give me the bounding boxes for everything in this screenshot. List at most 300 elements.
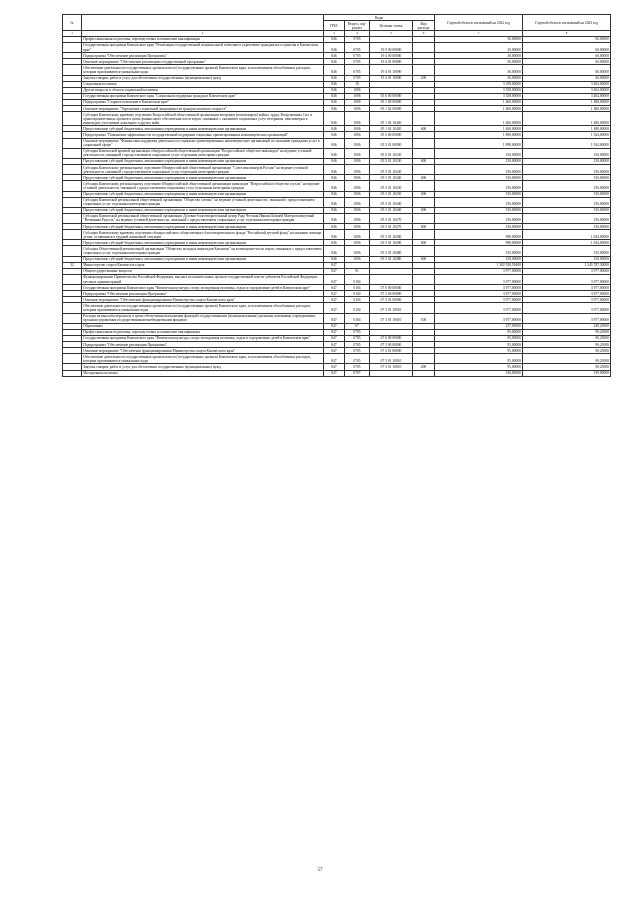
row-vr: 600 bbox=[413, 126, 435, 132]
row-grbs: 846 bbox=[324, 126, 345, 132]
row-grbs: 846 bbox=[324, 148, 345, 158]
row-razdel: 1006 bbox=[345, 197, 370, 207]
row-number bbox=[63, 181, 82, 191]
column-index-cell: 4 bbox=[345, 31, 370, 37]
row-grbs: 846 bbox=[324, 106, 345, 112]
row-csr: 07 3 01 10010 bbox=[370, 364, 413, 370]
row-csr: 05 1 02 00000 bbox=[370, 106, 413, 112]
row-amount-2022: 30,00000 bbox=[435, 53, 523, 59]
row-csr: 07 0 00 00000 bbox=[370, 285, 413, 291]
row-amount-2023: 1 024,00000 bbox=[523, 240, 611, 246]
row-name: Субсидия Камчатскому краевому отделению Всероссийской общественной организации ветеранов (пенсионеров) войны, труда, Вооруженных Сил и правоохранительных органов в целях финансового обеспечения части затрат, связанных с оказанием социальных услуг ветеранам, пенсионерам и инвалидам, участникам локальных и других войн bbox=[82, 112, 324, 126]
row-amount-2022: 30,00000 bbox=[435, 59, 523, 65]
row-name: Образование bbox=[82, 323, 324, 329]
row-amount-2023: 150,00000 bbox=[523, 191, 611, 197]
row-amount-2022: 150,00000 bbox=[435, 175, 523, 181]
row-razdel: 1006 bbox=[345, 240, 370, 246]
row-name: Подпрограмма "Старшее поколение в Камчатском крае" bbox=[82, 99, 324, 105]
row-amount-2022: 150,00000 bbox=[435, 158, 523, 164]
row-csr: 05 5 01 10280 bbox=[370, 230, 413, 240]
row-amount-2022: 1 460,00000 bbox=[435, 106, 523, 112]
row-grbs: 846 bbox=[324, 207, 345, 213]
row-grbs: 846 bbox=[324, 230, 345, 240]
row-csr: 05 5 01 10480 bbox=[370, 256, 413, 262]
table-row bbox=[63, 138, 611, 148]
row-amount-2023: 150,00000 bbox=[523, 246, 611, 256]
row-amount-2023: 1 924,00000 bbox=[523, 132, 611, 138]
table-body bbox=[63, 36, 611, 376]
row-razdel: 0705 bbox=[345, 59, 370, 65]
row-amount-2022: 3 977,00000 bbox=[435, 274, 523, 284]
row-number bbox=[63, 65, 82, 75]
table-row bbox=[63, 112, 611, 126]
row-amount-2022: 1 460,00000 bbox=[435, 112, 523, 126]
row-vr bbox=[413, 65, 435, 75]
row-csr: 19 4 00 00000 bbox=[370, 53, 413, 59]
row-name: Предоставление субсидий бюджетным, автономным учреждениям и иным некоммерческим организациям bbox=[82, 175, 324, 181]
row-vr: 200 bbox=[413, 75, 435, 81]
row-csr: 19 4 01 10090 bbox=[370, 65, 413, 75]
row-name: Основное мероприятие "Обеспечение функционирования Министерства спорта Камчатского края" bbox=[82, 297, 324, 303]
row-grbs: 846 bbox=[324, 99, 345, 105]
row-csr: 07 3 01 00000 bbox=[370, 297, 413, 303]
row-grbs: 846 bbox=[324, 197, 345, 207]
row-amount-2023: 150,00000 bbox=[523, 158, 611, 164]
row-amount-2022: 3 977,00000 bbox=[435, 297, 523, 303]
row-amount-2023: 3 977,00000 bbox=[523, 268, 611, 274]
row-number bbox=[63, 213, 82, 223]
row-amount-2023: 60,00000 bbox=[523, 42, 611, 52]
row-razdel: 0104 bbox=[345, 291, 370, 297]
row-razdel: 1006 bbox=[345, 256, 370, 262]
row-number bbox=[63, 138, 82, 148]
column-index-cell: 3 bbox=[324, 31, 345, 37]
row-amount-2022: 95,00000 bbox=[435, 364, 523, 370]
row-amount-2022: 3 977,00000 bbox=[435, 303, 523, 313]
row-razdel: 1006 bbox=[345, 230, 370, 240]
row-grbs: 847 bbox=[324, 348, 345, 354]
row-amount-2023: 3 977,00000 bbox=[523, 303, 611, 313]
row-amount-2023: 150,00000 bbox=[523, 181, 611, 191]
row-grbs: 846 bbox=[324, 132, 345, 138]
row-amount-2023: 1 480,00000 bbox=[523, 112, 611, 126]
row-razdel: 0707 bbox=[345, 370, 370, 376]
row-amount-2023: 3 977,00000 bbox=[523, 274, 611, 284]
row-grbs: 846 bbox=[324, 240, 345, 246]
row-name: Предоставление субсидий бюджетным, автономным учреждениям и иным некоммерческим организациям bbox=[82, 256, 324, 262]
row-grbs: 846 bbox=[324, 112, 345, 126]
row-amount-2022: 95,00000 bbox=[435, 348, 523, 354]
table-row bbox=[63, 354, 611, 364]
row-csr: 05 5 01 10280 bbox=[370, 240, 413, 246]
row-vr bbox=[413, 165, 435, 175]
row-grbs: 846 bbox=[324, 81, 345, 87]
row-vr: 600 bbox=[413, 207, 435, 213]
row-amount-2022: 3 977,00000 bbox=[435, 313, 523, 323]
row-amount-2023: 90,25000 bbox=[523, 348, 611, 354]
row-number: 32 bbox=[63, 262, 82, 268]
row-csr: 07 3 01 10010 bbox=[370, 313, 413, 323]
row-amount-2022: 1 898,00000 bbox=[435, 138, 523, 148]
row-razdel: 0104 bbox=[345, 285, 370, 291]
row-razdel: 0705 bbox=[345, 335, 370, 341]
row-number bbox=[63, 197, 82, 207]
row-amount-2022: 150,00000 bbox=[435, 207, 523, 213]
row-name: Основное мероприятие "Обеспечение реализации государственной программы" bbox=[82, 59, 324, 65]
row-csr: 07 3 00 00000 bbox=[370, 291, 413, 297]
row-amount-2023: 3 977,00000 bbox=[523, 291, 611, 297]
row-razdel: 0104 bbox=[345, 303, 370, 313]
row-csr: 05 5 01 10230 bbox=[370, 158, 413, 164]
row-grbs: 847 bbox=[324, 313, 345, 323]
column-index-cell: 1 bbox=[63, 31, 82, 37]
row-name: Государственная программа Камчатского края "Социальная поддержка граждан в Камчатском крае" bbox=[82, 93, 324, 99]
row-amount-2022: 3 977,00000 bbox=[435, 268, 523, 274]
row-amount-2022: 150,00000 bbox=[435, 246, 523, 256]
row-grbs: 846 bbox=[324, 53, 345, 59]
row-amount-2023: 90,25000 bbox=[523, 329, 611, 335]
row-amount-2022: 158,85000 bbox=[435, 370, 523, 376]
row-csr: 05 5 01 10250 bbox=[370, 181, 413, 191]
row-amount-2023: 60,00000 bbox=[523, 59, 611, 65]
row-name: Субсидия Камчатской региональной общественной организации "Общество слепых" на ведение уставной деятельности, связанной с предоставлением социальных услуг отдельным категориям граждан bbox=[82, 197, 324, 207]
row-razdel: 0705 bbox=[345, 354, 370, 364]
row-amount-2023: 249,25000 bbox=[523, 323, 611, 329]
col-vr-header: Вид расхода bbox=[413, 21, 435, 31]
row-razdel: 1006 bbox=[345, 207, 370, 213]
row-razdel: 1006 bbox=[345, 158, 370, 164]
row-grbs: 847 bbox=[324, 291, 345, 297]
row-amount-2022: 1 460,00000 bbox=[435, 126, 523, 132]
row-grbs: 846 bbox=[324, 181, 345, 191]
row-razdel: 1006 bbox=[345, 213, 370, 223]
row-grbs: 847 bbox=[324, 335, 345, 341]
row-razdel: 0705 bbox=[345, 348, 370, 354]
row-csr: 05 5 01 10260 bbox=[370, 197, 413, 207]
row-name: Обеспечение деятельности государственных органов власти (государственных органов) Камчатского края, за исключением обособленных расходов, которым присваиваются уникальные коды bbox=[82, 354, 324, 364]
row-amount-2022: 150,00000 bbox=[435, 256, 523, 262]
row-razdel: 1006 bbox=[345, 246, 370, 256]
row-vr bbox=[413, 42, 435, 52]
row-amount-2022: 257,85000 bbox=[435, 323, 523, 329]
row-csr: 07 0 00 00000 bbox=[370, 335, 413, 341]
row-csr: 05 5 01 10480 bbox=[370, 246, 413, 256]
row-name: Социальная политика bbox=[82, 81, 324, 87]
row-grbs: 847 bbox=[324, 262, 345, 268]
row-grbs: 846 bbox=[324, 36, 345, 42]
row-grbs: 846 bbox=[324, 65, 345, 75]
row-grbs: 847 bbox=[324, 354, 345, 364]
row-vr: 100 bbox=[413, 313, 435, 323]
column-index-cell: 6 bbox=[413, 31, 435, 37]
row-amount-2023: 60,00000 bbox=[523, 65, 611, 75]
row-csr: 05 5 00 00000 bbox=[370, 132, 413, 138]
row-amount-2022: 3 358,00000 bbox=[435, 93, 523, 99]
row-amount-2022: 30,00000 bbox=[435, 65, 523, 75]
row-vr bbox=[413, 197, 435, 207]
row-amount-2023: 60,00000 bbox=[523, 53, 611, 59]
row-amount-2022: 1 460,00000 bbox=[435, 99, 523, 105]
row-csr: 07 3 01 10010 bbox=[370, 303, 413, 313]
row-vr bbox=[413, 370, 435, 376]
row-number bbox=[63, 246, 82, 256]
row-csr: 05 1 00 00000 bbox=[370, 99, 413, 105]
row-amount-2022: 1 382 930,59400 bbox=[435, 262, 523, 268]
row-csr: 19 4 01 00000 bbox=[370, 59, 413, 65]
row-razdel: 1006 bbox=[345, 106, 370, 112]
row-razdel: 0104 bbox=[345, 297, 370, 303]
row-amount-2022: 95,00000 bbox=[435, 335, 523, 341]
row-name: Государственная программа Камчатского края "Реализация государственной национальной политики и укрепление гражданского единства в Камчатском крае" bbox=[82, 42, 324, 52]
row-amount-2023: 3 977,00000 bbox=[523, 297, 611, 303]
row-csr: 05 5 01 10240 bbox=[370, 165, 413, 175]
row-grbs: 847 bbox=[324, 323, 345, 329]
row-name: Субсидия Камчатскому краевому отделению общероссийского общественного благотворительного фонда "Российский детский фонд" на оказание помощи детям, оставшимся в трудной жизненной ситуации bbox=[82, 230, 324, 240]
col-name-header bbox=[82, 15, 324, 31]
row-amount-2022: 95,00000 bbox=[435, 354, 523, 364]
row-name: Предоставление субсидий бюджетным, автономным учреждениям и иным некоммерческим организациям bbox=[82, 224, 324, 230]
row-amount-2023: 90,25000 bbox=[523, 364, 611, 370]
table-row bbox=[63, 313, 611, 323]
table-row bbox=[63, 165, 611, 175]
row-name: Предоставление субсидий бюджетным, автономным учреждениям и иным некоммерческим организациям bbox=[82, 207, 324, 213]
row-grbs: 846 bbox=[324, 165, 345, 175]
row-number bbox=[63, 42, 82, 52]
col-grbs-header: ГРБС bbox=[324, 21, 345, 31]
row-razdel: 07 bbox=[345, 323, 370, 329]
row-csr: 19 4 01 10090 bbox=[370, 75, 413, 81]
row-grbs: 846 bbox=[324, 224, 345, 230]
row-vr bbox=[413, 246, 435, 256]
row-vr bbox=[413, 230, 435, 240]
row-amount-2023: 90,25000 bbox=[523, 342, 611, 348]
row-name: Субсидия Камчатскому региональному отделению Общероссийской общественной организации "Союз пенсионеров России" на ведение уставной деятельности, связанной с предоставлением социальных услуг отдельным категориям граждан bbox=[82, 165, 324, 175]
row-name: Обеспечение деятельности государственных органов власти (государственных органов) Камчатского края, за исключением обособленных расходов, которым присваиваются уникальные коды bbox=[82, 303, 324, 313]
row-razdel: 1006 bbox=[345, 175, 370, 181]
row-razdel: 1006 bbox=[345, 99, 370, 105]
table-row bbox=[63, 274, 611, 284]
row-amount-2023: 159,00000 bbox=[523, 370, 611, 376]
row-name: Подпрограмма "Повышение эффективности государственной поддержки социально ориентированных некоммерческих организаций" bbox=[82, 132, 324, 138]
row-amount-2022: 150,00000 bbox=[435, 213, 523, 223]
row-vr bbox=[413, 112, 435, 126]
column-index-cell: 5 bbox=[370, 31, 413, 37]
row-amount-2022: 998,00000 bbox=[435, 240, 523, 246]
row-grbs: 847 bbox=[324, 274, 345, 284]
col-codes-header: Коды bbox=[324, 15, 435, 21]
page-number: 57 bbox=[317, 868, 323, 873]
row-grbs: 846 bbox=[324, 256, 345, 262]
row-amount-2023: 150,00000 bbox=[523, 213, 611, 223]
row-razdel: 0705 bbox=[345, 53, 370, 59]
row-amount-2022: 30,00000 bbox=[435, 75, 523, 81]
row-name: Субсидия Общественной региональной организации "Общество молодых инвалидов Камчатки" на возмещение части затрат, связанных с предоставлением социальных услуг отдельным категориям граждан bbox=[83, 246, 322, 256]
row-amount-2023: 150,00000 bbox=[523, 256, 611, 262]
row-vr: 600 bbox=[413, 224, 435, 230]
row-csr: 07 3 00 00000 bbox=[370, 342, 413, 348]
row-grbs: 846 bbox=[324, 191, 345, 197]
table-row bbox=[63, 181, 611, 191]
row-vr: 600 bbox=[413, 256, 435, 262]
row-grbs: 846 bbox=[324, 138, 345, 148]
row-name: Основное мероприятие "Финансовая поддержка деятельности социально ориентированных некоммерческих организаций по оказанию гражданам услуг в социальной сфере" bbox=[82, 138, 324, 148]
row-razdel: 0104 bbox=[345, 313, 370, 323]
row-amount-2023: 3 404,00000 bbox=[523, 81, 611, 87]
row-name: Закупка товаров, работ и услуг для обеспечения государственных (муниципальных) нужд bbox=[82, 364, 324, 370]
row-grbs: 847 bbox=[324, 370, 345, 376]
table-row bbox=[63, 213, 611, 223]
row-number bbox=[63, 354, 82, 364]
row-amount-2022: 95,00000 bbox=[435, 329, 523, 335]
row-amount-2023: 1 245 787,30000 bbox=[523, 262, 611, 268]
row-name: Государственная программа Камчатского края "Физическая культура, спорт, молодежная политика, отдых и оздоровление детей в Камчатском крае" bbox=[82, 285, 324, 291]
row-razdel: 1006 bbox=[345, 148, 370, 158]
row-razdel: 10 bbox=[345, 81, 370, 87]
row-razdel: 0705 bbox=[345, 75, 370, 81]
row-name: Функционирование Правительства Российской Федерации, высших исполнительных органов государственной власти субъектов Российской Федерации, местных администраций bbox=[82, 274, 324, 284]
row-vr: 600 bbox=[413, 175, 435, 181]
row-name: Подпрограмма "Обеспечение реализации Программы" bbox=[82, 53, 324, 59]
row-grbs: 846 bbox=[324, 246, 345, 256]
row-csr: 05 5 01 10270 bbox=[370, 224, 413, 230]
row-razdel: 01 bbox=[345, 268, 370, 274]
col-csr-header: Целевая статья bbox=[370, 21, 413, 31]
row-razdel: 1006 bbox=[345, 132, 370, 138]
row-amount-2022: 3 977,00000 bbox=[435, 291, 523, 297]
row-amount-2023: 150,00000 bbox=[523, 165, 611, 175]
row-csr: 05 5 01 10240 bbox=[370, 175, 413, 181]
row-number bbox=[63, 165, 82, 175]
row-vr: 600 bbox=[413, 240, 435, 246]
row-razdel: 0104 bbox=[345, 274, 370, 284]
row-grbs: 847 bbox=[324, 342, 345, 348]
row-amount-2022: 150,00000 bbox=[435, 197, 523, 207]
row-amount-2022: 150,00000 bbox=[435, 181, 523, 191]
row-amount-2022: 30,00000 bbox=[435, 36, 523, 42]
row-number bbox=[63, 112, 82, 126]
row-grbs: 847 bbox=[324, 303, 345, 313]
row-name: Министерство спорта Камчатского края bbox=[82, 262, 324, 268]
row-name: Закупка товаров, работ и услуг для обеспечения государственных (муниципальных) нужд bbox=[82, 75, 324, 81]
row-vr: 600 bbox=[413, 158, 435, 164]
table-row bbox=[63, 303, 611, 313]
col-num-header: № bbox=[63, 15, 82, 31]
row-amount-2022: 998,00000 bbox=[435, 230, 523, 240]
row-csr: 05 5 01 00000 bbox=[370, 138, 413, 148]
row-razdel: 0705 bbox=[345, 329, 370, 335]
row-grbs: 847 bbox=[324, 329, 345, 335]
row-amount-2023: 150,00000 bbox=[523, 207, 611, 213]
row-name: Обеспечение деятельности государственных органов власти (государственных органов) Камчатского края, за исключением обособленных расходов, которым присваиваются уникальные коды bbox=[82, 65, 324, 75]
row-razdel: 1006 bbox=[345, 138, 370, 148]
row-grbs: 846 bbox=[324, 175, 345, 181]
row-name: Подпрограмма "Обеспечение реализации Программы" bbox=[82, 291, 324, 297]
row-grbs: 847 bbox=[324, 268, 345, 274]
row-name: Государственная программа Камчатского края "Физическая культура, спорт, молодежная политика, отдых и оздоровление детей в Камчатском крае" bbox=[82, 335, 324, 341]
column-index-cell: 7 bbox=[435, 31, 523, 37]
row-amount-2023: 3 977,00000 bbox=[523, 313, 611, 323]
row-name: Подпрограмма "Обеспечение реализации Программы" bbox=[82, 342, 324, 348]
row-grbs: 846 bbox=[324, 59, 345, 65]
row-amount-2023: 90,25000 bbox=[523, 354, 611, 364]
row-csr: 05 5 01 10260 bbox=[370, 207, 413, 213]
row-razdel: 1006 bbox=[345, 191, 370, 197]
row-amount-2023: 1 480,00000 bbox=[523, 126, 611, 132]
row-vr bbox=[413, 213, 435, 223]
column-index-cell: 2 bbox=[82, 31, 324, 37]
row-razdel: 1006 bbox=[345, 93, 370, 99]
row-amount-2023: 1 024,00000 bbox=[523, 230, 611, 240]
row-razdel: 1006 bbox=[345, 224, 370, 230]
row-name: Субсидия Камчатскому региональному отделению Общероссийской общественной организации инвалидов "Всероссийское общество глухих" на ведение уставной деятельности, связанной с предоставлением социальных услуг отдельным категориям граждан bbox=[82, 181, 324, 191]
table-row bbox=[63, 370, 611, 376]
row-csr bbox=[370, 370, 413, 376]
row-amount-2023: 1 480,00000 bbox=[523, 99, 611, 105]
row-amount-2022: 150,00000 bbox=[435, 224, 523, 230]
row-razdel: 1006 bbox=[345, 165, 370, 175]
row-number bbox=[63, 370, 82, 376]
row-name: Предоставление субсидий бюджетным, автономным учреждениям и иным некоммерческим организациям bbox=[82, 158, 324, 164]
row-vr: 200 bbox=[413, 364, 435, 370]
row-vr bbox=[413, 138, 435, 148]
row-razdel: 0705 bbox=[345, 342, 370, 348]
column-index-cell: 8 bbox=[523, 31, 611, 37]
row-csr: 05 0 00 00000 bbox=[370, 93, 413, 99]
row-amount-2023: 150,00000 bbox=[523, 224, 611, 230]
row-amount-2022: 1 898,00000 bbox=[435, 132, 523, 138]
row-vr bbox=[413, 274, 435, 284]
row-csr: 05 5 01 10250 bbox=[370, 191, 413, 197]
row-vr bbox=[413, 354, 435, 364]
row-name: Основное мероприятие "Обеспечение функционирования Министерства спорта Камчатского края" bbox=[82, 348, 324, 354]
table-row bbox=[63, 148, 611, 158]
row-grbs: 846 bbox=[324, 75, 345, 81]
row-name: Профессиональная подготовка, переподготовка и повышение квалификации bbox=[82, 36, 324, 42]
table-row bbox=[63, 246, 611, 256]
table-row bbox=[63, 65, 611, 75]
table-row bbox=[63, 42, 611, 52]
row-csr: 05 1 02 10420 bbox=[370, 126, 413, 132]
row-csr: 05 5 01 10230 bbox=[370, 148, 413, 158]
row-amount-2022: 95,00000 bbox=[435, 342, 523, 348]
col-razdel-header: Раздел, под-раздел bbox=[345, 21, 370, 31]
row-name: Предоставление субсидий бюджетным, автономным учреждениям и иным некоммерческим организациям bbox=[82, 240, 324, 246]
row-grbs: 847 bbox=[324, 297, 345, 303]
row-amount-2023: 150,00000 bbox=[523, 175, 611, 181]
row-vr bbox=[413, 148, 435, 158]
row-name: Основное мероприятие "Укрепление социальной защищенности граждан пожилого возраста" bbox=[82, 106, 324, 112]
row-amount-2023: 1 924,00000 bbox=[523, 138, 611, 148]
row-amount-2023: 150,00000 bbox=[523, 148, 611, 158]
row-amount-2023: 3 977,00000 bbox=[523, 285, 611, 291]
row-razdel: 0705 bbox=[345, 364, 370, 370]
row-name: Другие вопросы в области социальной политики bbox=[82, 87, 324, 93]
col-2022-header: Годовой объем ассигнований на 2022 год bbox=[435, 15, 523, 31]
row-razdel: 0705 bbox=[345, 36, 370, 42]
row-name: Предоставление субсидий бюджетным, автономным учреждениям и иным некоммерческим организациям bbox=[82, 126, 324, 132]
row-grbs: 847 bbox=[324, 285, 345, 291]
row-vr bbox=[413, 181, 435, 191]
row-amount-2023: 60,00000 bbox=[523, 75, 611, 81]
row-number bbox=[63, 303, 82, 313]
row-amount-2023: 60,00000 bbox=[523, 36, 611, 42]
row-number bbox=[63, 148, 82, 158]
row-amount-2023: 3 404,00000 bbox=[523, 93, 611, 99]
row-grbs: 846 bbox=[324, 42, 345, 52]
row-csr: 05 5 01 10270 bbox=[370, 213, 413, 223]
row-vr bbox=[413, 303, 435, 313]
row-razdel: 1006 bbox=[345, 181, 370, 191]
